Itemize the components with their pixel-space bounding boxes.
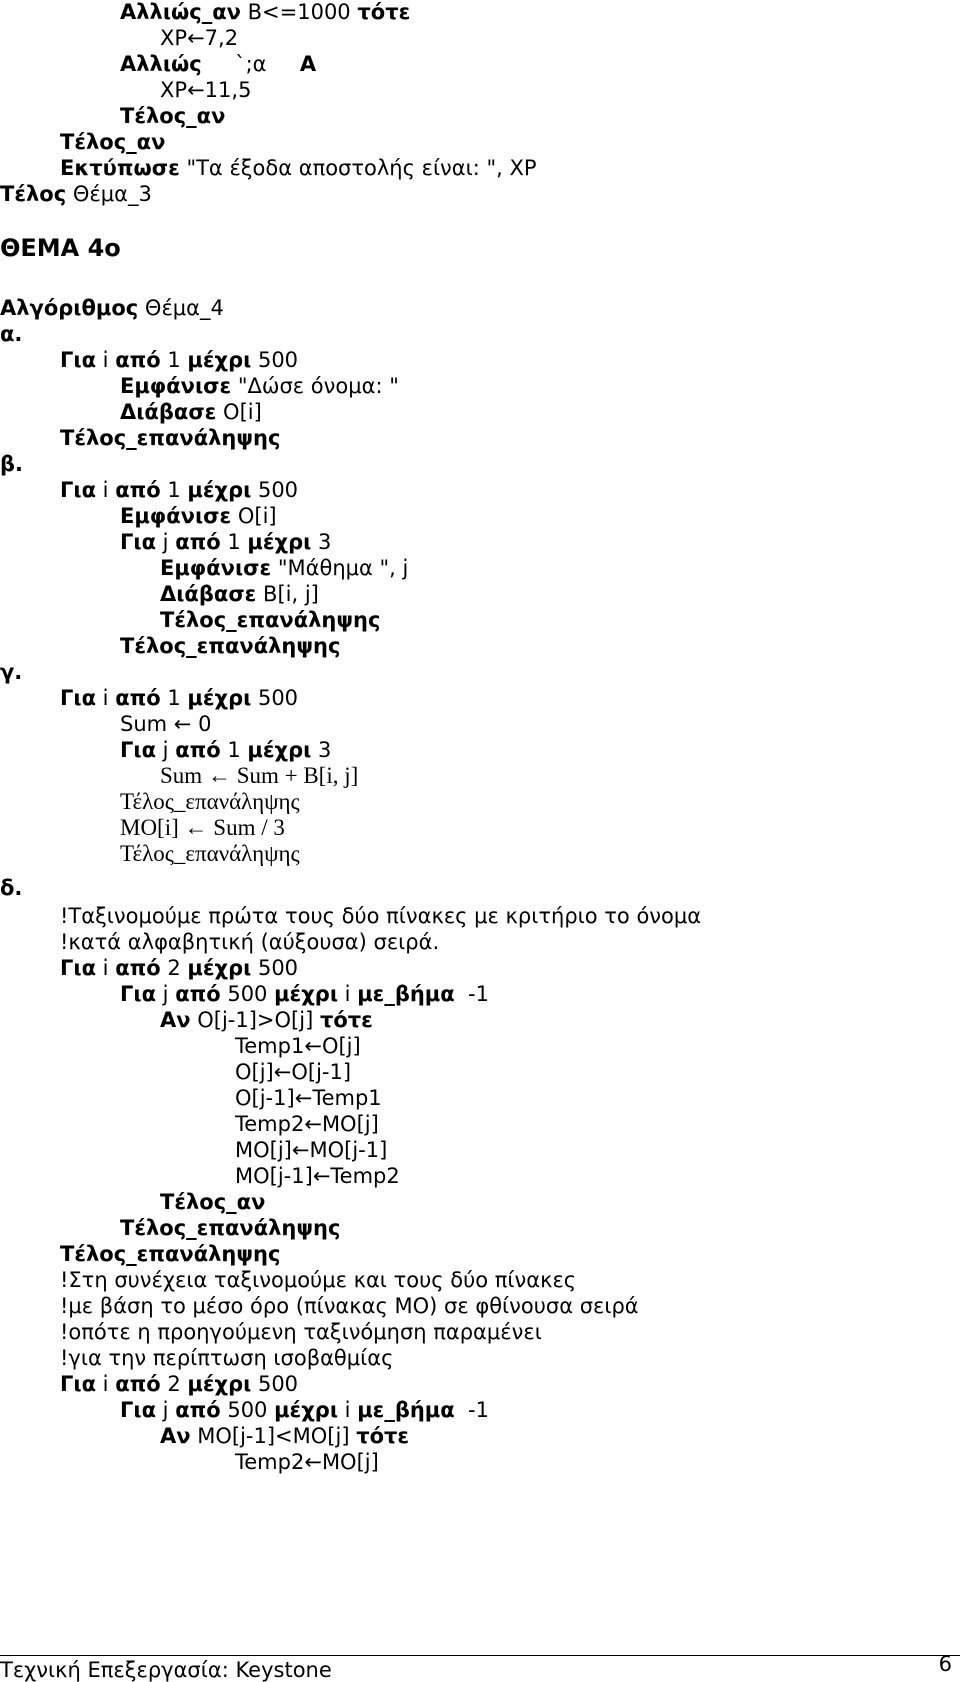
code-text: i: [96, 956, 116, 980]
code-text: Sum / 3: [207, 815, 285, 840]
keyword: από: [175, 530, 221, 554]
code-text: Τέλος_επανάληψης: [120, 841, 300, 866]
keyword: Για: [60, 1372, 96, 1396]
code-text: i: [96, 1372, 116, 1396]
code-text: ΧΡ: [160, 26, 188, 50]
keyword: από: [115, 1372, 161, 1396]
code-text: i: [338, 1398, 358, 1422]
code-text: Τέλος_επανάληψης: [120, 789, 300, 814]
keyword: γ.: [0, 660, 23, 684]
assignment-arrow-icon: ←: [294, 1086, 313, 1110]
keyword: Τέλος_επανάληψης: [160, 608, 381, 632]
page-number: 6: [938, 1652, 952, 1676]
code-line: [235, 1034, 361, 1058]
code-text: Ο[j]: [321, 1034, 361, 1058]
code-line: [120, 738, 331, 762]
code-line: [235, 1086, 382, 1110]
code-text: 500: [220, 1398, 275, 1422]
code-line: [60, 1320, 542, 1344]
code-text: Β<=1000: [240, 0, 358, 24]
keyword: μέχρι: [187, 478, 252, 502]
keyword: από: [175, 1398, 221, 1422]
code-line: [120, 790, 300, 814]
code-line: [0, 182, 152, 206]
code-text: Θέμα_4: [138, 296, 224, 320]
code-line: [0, 322, 22, 346]
code-line: [60, 1242, 280, 1266]
assignment-arrow-icon: ←: [291, 1138, 310, 1162]
keyword: Αν: [160, 1008, 191, 1032]
code-line: [160, 1424, 409, 1448]
code-text: 1: [220, 530, 248, 554]
code-text: -1: [454, 982, 489, 1006]
assignment-arrow-icon: ←: [184, 815, 208, 840]
keyword: Τέλος: [0, 182, 67, 206]
code-text: i: [338, 982, 358, 1006]
code-text: !κατά αλφαβητική (αύξουσα) σειρά.: [60, 930, 440, 954]
code-text: ΜΟ[j-1]: [309, 1138, 388, 1162]
code-line: [120, 530, 331, 554]
code-text: i: [96, 348, 116, 372]
code-text: 1: [160, 686, 188, 710]
code-line: [60, 956, 298, 980]
code-text: Ο[i]: [231, 504, 277, 528]
code-line: [0, 452, 23, 476]
code-text: 500: [251, 956, 299, 980]
code-text: Θέμα_3: [66, 182, 152, 206]
code-text: "Μάθημα ", j: [271, 556, 409, 580]
keyword: Για: [60, 686, 96, 710]
keyword: Για: [60, 348, 96, 372]
code-text: j: [156, 530, 176, 554]
code-line: [160, 582, 319, 606]
code-line: [120, 1398, 489, 1422]
keyword: Τέλος_επανάληψης: [60, 1242, 281, 1266]
keyword: Αλλιώς: [120, 52, 202, 76]
code-line: [120, 634, 340, 658]
code-text: Temp2: [330, 1164, 400, 1188]
code-text: "Δώσε όνομα: ": [231, 374, 399, 398]
code-line: [60, 930, 439, 954]
keyword: Για: [120, 982, 156, 1006]
code-line: [60, 130, 165, 154]
code-line: [120, 504, 277, 528]
code-text: j: [156, 1398, 176, 1422]
keyword: Εμφάνισε: [120, 504, 232, 528]
code-line: [60, 1294, 639, 1318]
code-text: Ο[i]: [216, 400, 262, 424]
keyword: μέχρι: [247, 530, 312, 554]
assignment-arrow-icon: ←: [207, 763, 231, 788]
code-line: [60, 1268, 576, 1292]
code-text: ΧΡ: [160, 78, 188, 102]
code-text: ΜΟ[j-1]<ΜΟ[j]: [190, 1424, 357, 1448]
code-text: !με βάση το μέσο όρο (πίνακας ΜΟ) σε φθίνουσα σειρά: [60, 1294, 639, 1318]
assignment-arrow-icon: ←: [273, 1060, 292, 1084]
keyword: από: [175, 982, 221, 1006]
code-text: !Ταξινομούμε πρώτα τους δύο πίνακες με κριτήριο το όνομα: [60, 904, 702, 928]
code-text: Sum + B[i, j]: [230, 763, 359, 788]
code-line: [120, 0, 410, 24]
keyword: τότε: [357, 0, 411, 24]
keyword: μέχρι: [187, 686, 252, 710]
code-line: [60, 426, 280, 450]
footer-divider: [0, 1655, 960, 1656]
keyword: Τέλος_αν: [60, 130, 166, 154]
code-text: 500: [220, 982, 275, 1006]
keyword: Εμφάνισε: [160, 556, 272, 580]
keyword: από: [115, 478, 161, 502]
assignment-arrow-icon: ←: [304, 1450, 322, 1474]
footer-credit: Τεχνική Επεξεργασία: Keystone: [0, 1658, 332, 1682]
keyword: τότε: [356, 1424, 410, 1448]
assignment-arrow-icon: ←: [304, 1112, 322, 1136]
code-line: [120, 104, 225, 128]
assignment-arrow-icon: ←: [173, 712, 192, 736]
keyword: Για: [60, 956, 96, 980]
code-line: [120, 816, 285, 840]
keyword: Για: [60, 478, 96, 502]
keyword: Α: [299, 52, 317, 76]
code-line: [160, 608, 380, 632]
code-text: Ο[j]: [235, 1060, 274, 1084]
code-text: 2: [160, 956, 188, 980]
code-text: "Τα έξοδα αποστολής είναι: ", ΧΡ: [179, 156, 537, 180]
code-line: [235, 1450, 379, 1474]
code-line: [60, 478, 298, 502]
code-text: Ο[j-1]: [235, 1086, 295, 1110]
keyword: μέχρι: [187, 1372, 252, 1396]
keyword: δ.: [0, 876, 23, 900]
keyword: Εμφάνισε: [120, 374, 232, 398]
keyword: Τέλος_επανάληψης: [120, 634, 341, 658]
keyword: Για: [120, 1398, 156, 1422]
code-line: [235, 1112, 379, 1136]
assignment-arrow-icon: ←: [304, 1034, 322, 1058]
code-line: [120, 400, 262, 424]
code-line: [120, 712, 211, 736]
code-line: [160, 26, 238, 50]
keyword: Για: [120, 530, 156, 554]
keyword: ΘΕΜΑ 4ο: [0, 234, 121, 262]
code-text: i: [96, 686, 116, 710]
keyword: Αλγόριθμος: [0, 296, 139, 320]
code-line: [60, 1346, 393, 1370]
keyword: μέχρι: [187, 348, 252, 372]
code-line: [160, 78, 251, 102]
code-line: [60, 348, 298, 372]
code-text: 1: [220, 738, 248, 762]
code-text: !Στη συνέχεια ταξινομούμε και τους δύο πίνακες: [60, 1268, 577, 1292]
keyword: μέχρι: [187, 956, 252, 980]
code-text: 500: [251, 1372, 299, 1396]
code-text: !οπότε η προηγούμενη ταξινόμηση παραμένει: [60, 1320, 542, 1344]
code-line: [0, 876, 22, 900]
code-text: 1: [160, 478, 188, 502]
code-line: [0, 236, 121, 260]
code-text: 500: [251, 478, 299, 502]
code-line: [60, 904, 701, 928]
keyword: Τέλος_επανάληψης: [60, 426, 281, 450]
code-text: 11,5: [204, 78, 252, 102]
keyword: με_βήμα: [357, 982, 455, 1006]
keyword: από: [115, 686, 161, 710]
code-text: 3: [311, 738, 332, 762]
code-line: [235, 1060, 351, 1084]
code-text: Ο[j-1]: [291, 1060, 352, 1084]
code-text: i: [96, 478, 116, 502]
keyword: Αν: [160, 1424, 191, 1448]
keyword: α.: [0, 322, 23, 346]
code-text: ΜΟ[j-1]: [235, 1164, 313, 1188]
keyword: μέχρι: [274, 1398, 338, 1422]
code-text: Sum: [120, 712, 174, 736]
keyword: από: [175, 738, 221, 762]
code-line: [160, 1008, 373, 1032]
code-text: Temp1: [235, 1034, 305, 1058]
code-text: 3: [311, 530, 332, 554]
code-text: !για την περίπτωση ισοβαθμίας: [60, 1346, 394, 1370]
code-line: [235, 1164, 400, 1188]
assignment-arrow-icon: ←: [312, 1164, 331, 1188]
keyword: μέχρι: [274, 982, 338, 1006]
code-text: 7,2: [204, 26, 239, 50]
code-text: Temp2: [235, 1450, 305, 1474]
code-text: Temp1: [312, 1086, 382, 1110]
code-text: Sum: [160, 763, 208, 788]
code-text: Ο[j-1]>Ο[j]: [190, 1008, 320, 1032]
code-line: [235, 1138, 387, 1162]
keyword: από: [115, 956, 161, 980]
code-line: [120, 842, 300, 866]
keyword: Εκτύπωσε: [60, 156, 180, 180]
code-line: [60, 156, 537, 180]
code-line: [60, 1372, 298, 1396]
code-text: 500: [251, 686, 299, 710]
code-line: [0, 296, 224, 320]
keyword: Για: [120, 738, 156, 762]
assignment-arrow-icon: ←: [187, 78, 205, 102]
code-line: [160, 764, 358, 788]
code-line: [120, 1216, 340, 1240]
keyword: μέχρι: [247, 738, 312, 762]
keyword: από: [115, 348, 161, 372]
code-line: [160, 1190, 265, 1214]
keyword: Τέλος_επανάληψης: [120, 1216, 341, 1240]
code-line: [60, 686, 298, 710]
keyword: Τέλος_αν: [120, 104, 226, 128]
code-text: 0: [191, 712, 212, 736]
code-text: 500: [251, 348, 299, 372]
keyword: β.: [0, 452, 24, 476]
code-text: ΜΟ[j]: [235, 1138, 292, 1162]
keyword: τότε: [319, 1008, 373, 1032]
code-line: [160, 556, 408, 580]
code-text: Β[i, j]: [256, 582, 319, 606]
code-text: -1: [454, 1398, 489, 1422]
code-text: ΜΟ[j]: [321, 1112, 379, 1136]
code-text: 2: [160, 1372, 188, 1396]
code-line: [120, 52, 316, 76]
code-text: ΜΟ[j]: [321, 1450, 379, 1474]
keyword: Διάβασε: [160, 582, 257, 606]
code-text: ΜΟ[i]: [120, 815, 185, 840]
code-line: [120, 982, 489, 1006]
keyword: Τέλος_αν: [160, 1190, 266, 1214]
code-line: [0, 660, 22, 684]
code-text: j: [156, 738, 176, 762]
code-text: 1: [160, 348, 188, 372]
code-line: [120, 374, 399, 398]
code-text: Temp2: [235, 1112, 305, 1136]
assignment-arrow-icon: ←: [187, 26, 205, 50]
code-text: j: [156, 982, 176, 1006]
keyword: Αλλιώς_αν: [120, 0, 241, 24]
keyword: Διάβασε: [120, 400, 217, 424]
code-text: `;α: [201, 52, 300, 76]
keyword: με_βήμα: [357, 1398, 455, 1422]
